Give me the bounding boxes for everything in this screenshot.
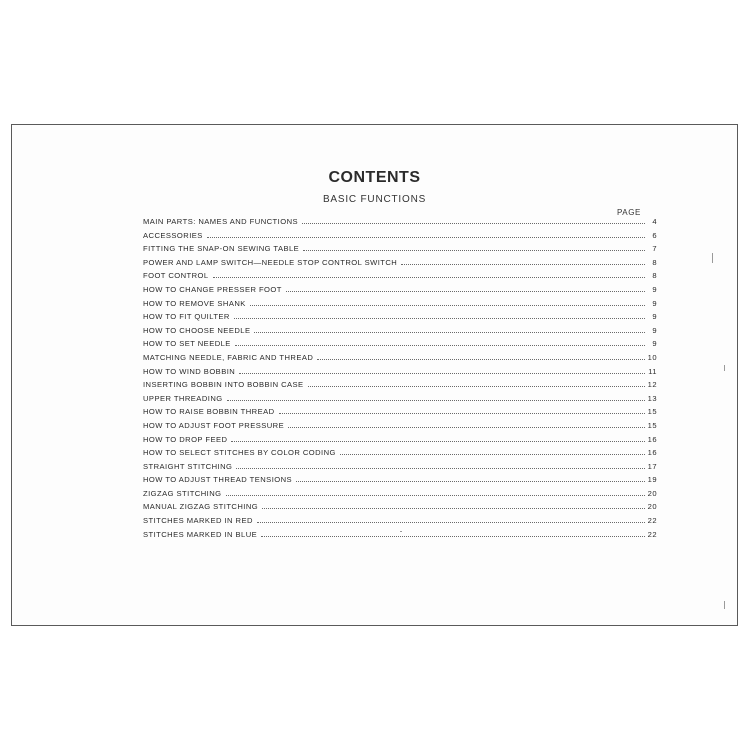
- dot-leader: [262, 508, 645, 509]
- dot-leader: [254, 332, 645, 333]
- toc-entry-page-number: 15: [647, 407, 657, 417]
- dot-leader: [308, 386, 645, 387]
- scan-speck: [400, 531, 402, 532]
- toc-entry: [143, 353, 657, 367]
- toc-entry-label: FITTING THE SNAP-ON SEWING TABLE: [143, 244, 300, 254]
- toc-entry: [143, 502, 657, 516]
- toc-entry-page-number: 8: [652, 271, 657, 281]
- toc-entry: [143, 475, 657, 489]
- toc-entry-label: HOW TO WIND BOBBIN: [143, 366, 236, 376]
- toc-entry: [143, 407, 657, 421]
- toc-entry-label: FOOT CONTROL: [143, 271, 209, 281]
- toc-entry: [143, 271, 657, 285]
- dot-leader: [340, 454, 645, 455]
- toc-entry-page-number: 16: [647, 448, 657, 458]
- toc-entry: [143, 285, 657, 299]
- toc-entry-page-number: 9: [652, 284, 657, 294]
- toc-entry: [143, 380, 657, 394]
- toc-entry-label: UPPER THREADING: [143, 393, 223, 403]
- toc-entry-label: HOW TO REMOVE SHANK: [143, 298, 246, 308]
- toc-entry: [143, 448, 657, 462]
- dot-leader: [236, 468, 645, 469]
- toc-entry-page-number: 22: [647, 529, 657, 539]
- toc-entry-label: STITCHES MARKED IN RED: [143, 516, 253, 526]
- toc-entry-page-number: 11: [648, 366, 657, 376]
- toc-entry-page-number: 9: [652, 312, 657, 322]
- toc-entry: [143, 421, 657, 435]
- toc-entry-label: HOW TO SET NEEDLE: [143, 339, 231, 349]
- dot-leader: [302, 223, 645, 224]
- dot-leader: [239, 373, 645, 374]
- toc-entry-label: HOW TO ADJUST THREAD TENSIONS: [143, 475, 293, 485]
- toc-entry: [143, 326, 657, 340]
- toc-entry-page-number: 6: [652, 230, 657, 240]
- toc-entry: [143, 435, 657, 449]
- toc-entry-label: ZIGZAG STITCHING: [143, 488, 222, 498]
- toc-entry: [143, 258, 657, 272]
- toc-entry-label: INSERTING BOBBIN INTO BOBBIN CASE: [143, 380, 304, 390]
- toc-entry-label: MAIN PARTS: NAMES AND FUNCTIONS: [143, 217, 299, 226]
- scan-speck: [724, 601, 725, 609]
- dot-leader: [303, 250, 645, 251]
- dot-leader: [261, 536, 645, 537]
- toc-entry-page-number: 20: [647, 502, 657, 512]
- toc-entry-label: STRAIGHT STITCHING: [143, 461, 233, 471]
- toc-entry-label: HOW TO FIT QUILTER: [143, 312, 230, 322]
- toc-entry: [143, 312, 657, 326]
- toc-entry-label: ACCESSORIES: [143, 230, 203, 240]
- toc-entry-label: MANUAL ZIGZAG STITCHING: [143, 502, 259, 512]
- toc-entry-page-number: 9: [652, 339, 657, 349]
- dot-leader: [257, 522, 645, 523]
- dot-leader: [296, 481, 645, 482]
- toc-entry-page-number: 17: [647, 461, 657, 471]
- scan-speck: [712, 253, 713, 263]
- scan-speck: [724, 365, 725, 371]
- toc-entry-label: POWER AND LAMP SWITCH—NEEDLE STOP CONTROL SWITCH: [143, 257, 398, 267]
- section-heading: BASIC FUNCTIONS: [322, 194, 427, 205]
- dot-leader: [250, 305, 645, 306]
- dot-leader: [235, 345, 645, 346]
- dot-leader: [401, 264, 645, 265]
- dot-leader: [231, 441, 645, 442]
- toc-entry: [143, 217, 657, 231]
- toc-entry-page-number: 13: [647, 393, 657, 403]
- toc-entry-page-number: 9: [652, 325, 657, 335]
- toc-entry: [143, 462, 657, 476]
- dot-leader: [279, 413, 645, 414]
- toc-entry-label: STITCHES MARKED IN BLUE: [143, 529, 258, 539]
- dot-leader: [286, 291, 645, 292]
- toc-entry-page-number: 22: [647, 516, 657, 526]
- toc-entry: [143, 299, 657, 313]
- dot-leader: [227, 400, 645, 401]
- dot-leader: [213, 277, 645, 278]
- toc-entry-page-number: 7: [652, 244, 657, 254]
- toc-entry-page-number: 16: [647, 434, 657, 444]
- document-page: [11, 124, 738, 626]
- toc-entry: [143, 339, 657, 353]
- toc-entry: [143, 489, 657, 503]
- toc-entry-label: HOW TO SELECT STITCHES BY COLOR CODING: [143, 448, 336, 458]
- toc-entry-page-number: 20: [647, 488, 657, 498]
- dot-leader: [226, 495, 646, 496]
- toc-entry: [143, 516, 657, 530]
- toc-entry-label: MATCHING NEEDLE, FABRIC AND THREAD: [143, 352, 314, 362]
- dot-leader: [207, 237, 645, 238]
- table-of-contents: [143, 217, 657, 543]
- toc-entry: [143, 367, 657, 381]
- dot-leader: [317, 359, 645, 360]
- toc-entry-page-number: 8: [652, 257, 657, 267]
- toc-entry-page-number: 15: [647, 420, 657, 430]
- toc-entry-label: HOW TO CHOOSE NEEDLE: [143, 325, 251, 335]
- toc-entry: [143, 244, 657, 258]
- toc-entry-page-number: 10: [647, 352, 657, 362]
- toc-entry-label: HOW TO ADJUST FOOT PRESSURE: [143, 420, 285, 430]
- contents-title: CONTENTS: [328, 169, 421, 186]
- toc-entry: [143, 231, 657, 245]
- toc-entry: [143, 394, 657, 408]
- toc-entry-label: HOW TO DROP FEED: [143, 434, 228, 444]
- page-column-header: PAGE: [616, 208, 641, 217]
- toc-entry-page-number: 19: [647, 475, 657, 485]
- toc-entry-page-number: 9: [652, 298, 657, 308]
- toc-entry-page-number: 4: [652, 217, 657, 226]
- toc-entry-label: HOW TO CHANGE PRESSER FOOT: [143, 284, 282, 294]
- toc-entry-page-number: 12: [647, 380, 657, 390]
- dot-leader: [288, 427, 645, 428]
- toc-entry-label: HOW TO RAISE BOBBIN THREAD: [143, 407, 275, 417]
- dot-leader: [234, 318, 645, 319]
